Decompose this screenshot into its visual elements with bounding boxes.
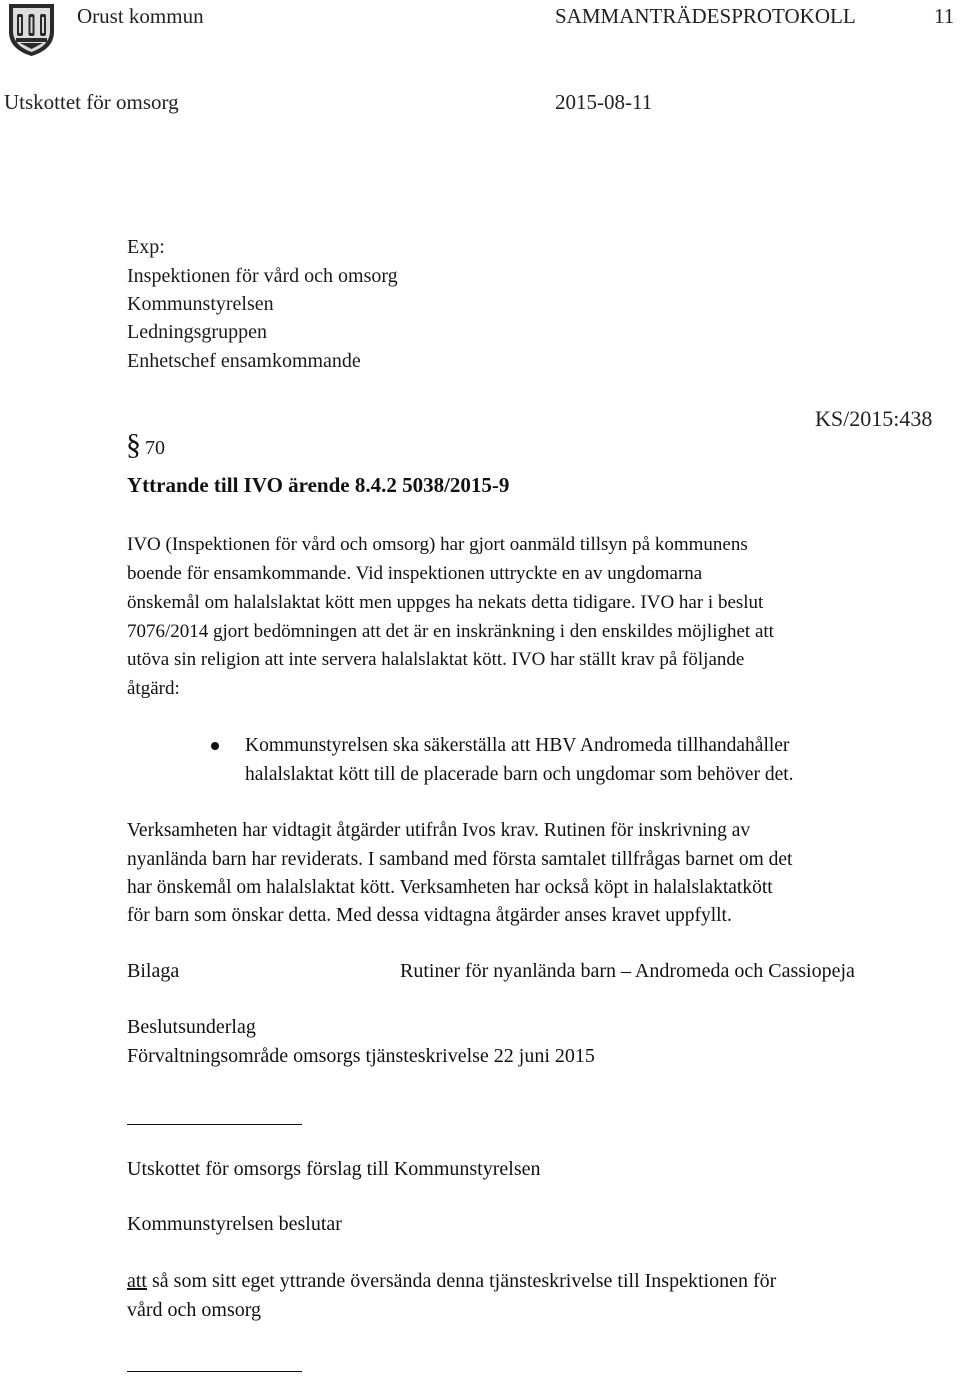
attachment-value: Rutiner för nyanlända barn – Andromeda och Cassiopeja (400, 960, 855, 982)
intro-line: utöva sin religion att inte servera halalslaktat kött. IVO har ställt krav på följande (127, 649, 745, 670)
intro-line: 7076/2014 gjort bedömningen att det är en inskränkning i den enskildes möjlighet att (127, 621, 774, 642)
meeting-date: 2015-08-11 (555, 90, 653, 114)
committee-name: Utskottet för omsorg (4, 90, 179, 114)
response-line: nyanlända barn har reviderats. I samband med första samtalet tillfrågas barnet om det (127, 849, 793, 870)
section-title: Yttrande till IVO ärende 8.4.2 5038/2015-9 (127, 473, 510, 497)
intro-line: åtgärd: (127, 678, 180, 699)
proposal-heading: Utskottet för omsorgs förslag till Kommunstyrelsen (127, 1158, 541, 1180)
decision-line: vård och omsorg (127, 1299, 262, 1321)
response-line: Verksamheten har vidtagit åtgärder utifrån Ivos krav. Rutinen för inskrivning av (127, 820, 751, 841)
decision-line: så som sitt eget yttrande översända denna tjänsteskrivelse till Inspektionen för (147, 1270, 777, 1292)
municipality-name: Orust kommun (77, 4, 204, 28)
intro-line: IVO (Inspektionen för vård och omsorg) har gjort oanmäld tillsyn på kommunens (127, 534, 748, 555)
divider (127, 1371, 302, 1372)
distribution-label: Exp: (127, 236, 165, 258)
response-line: har önskemål om halalslaktat kött. Verksamheten har också köpt in halalslaktatkött (127, 877, 773, 898)
att-keyword: att (127, 1270, 147, 1292)
distribution-recipient: Ledningsgruppen (127, 321, 267, 343)
document-type: SAMMANTRÄDESPROTOKOLL (555, 4, 856, 28)
page-number: 11 (934, 4, 955, 28)
section-number: 70 (145, 437, 165, 459)
basis-label: Beslutsunderlag (127, 1016, 256, 1038)
basis-value: Förvaltningsområde omsorgs tjänsteskrivelse 22 juni 2015 (127, 1045, 595, 1067)
municipal-coat-of-arms-icon (4, 2, 59, 57)
intro-line: önskemål om halalslaktat kött men uppges ha nekats detta tidigare. IVO har i beslut (127, 592, 764, 613)
distribution-recipient: Inspektionen för vård och omsorg (127, 265, 398, 287)
decision-label: Kommunstyrelsen beslutar (127, 1213, 342, 1235)
distribution-recipient: Enhetschef ensamkommande (127, 350, 361, 372)
response-line: för barn som önskar detta. Med dessa vidtagna åtgärder anses kravet uppfyllt. (127, 905, 732, 926)
intro-line: boende för ensamkommande. Vid inspektionen uttryckte en av ungdomarna (127, 563, 703, 584)
bullet-line: halalslaktat kött till de placerade barn och ungdomar som behöver det. (245, 764, 794, 785)
bullet-line: Kommunstyrelsen ska säkerställa att HBV Andromeda tillhandahåller (245, 735, 790, 756)
distribution-recipient: Kommunstyrelsen (127, 293, 274, 315)
case-number: KS/2015:438 (815, 406, 933, 431)
divider (127, 1124, 302, 1125)
section-symbol: § (126, 428, 141, 461)
attachment-label: Bilaga (127, 960, 180, 982)
decision-text (127, 1267, 776, 1296)
bullet-marker (211, 742, 219, 750)
